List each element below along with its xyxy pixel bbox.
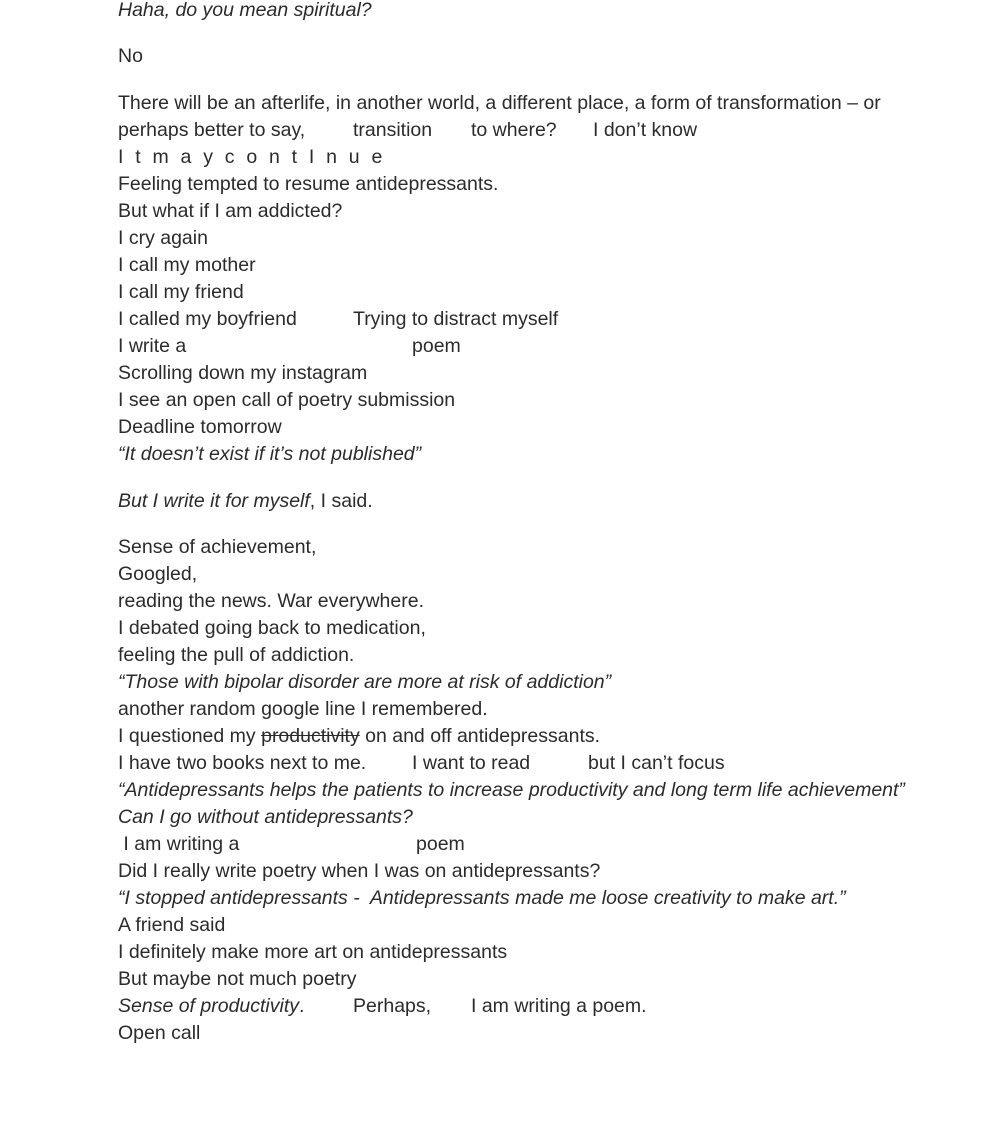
poem-line	[118, 777, 905, 804]
poem-line-text: I don’t know	[593, 119, 698, 141]
poem-line-text: A friend said	[118, 914, 226, 936]
poem-line-text: Sense of achievement,	[118, 536, 317, 558]
poem-line-text: but I can’t focus	[588, 752, 725, 774]
poem-line-text: I definitely make more art on antidepressants	[118, 941, 508, 963]
poem-line	[118, 117, 698, 144]
poem-line-text: “Those with bipolar disorder are more at risk of addiction”	[118, 671, 612, 693]
struck-word: productivity	[261, 725, 360, 747]
poem-line-text: I have two books next to me.	[118, 752, 367, 774]
poem-line-text: I questioned my	[118, 725, 262, 747]
poem-line	[118, 333, 461, 360]
poem-line-text: Deadline tomorrow	[118, 416, 282, 438]
poem-line-text: poem	[416, 833, 465, 855]
poem-line-text: I t m a y c o n t I n u e	[118, 146, 386, 168]
poem-line-text: Trying to distract myself	[353, 308, 559, 330]
poem-line-text: I called my boyfriend	[118, 308, 297, 330]
poem-line	[118, 723, 600, 750]
poem-line	[118, 993, 647, 1020]
poem-line-text: feeling the pull of addiction.	[118, 644, 355, 666]
poem-line-text: perhaps better to say,	[118, 119, 306, 141]
poem-line-text: Did I really write poetry when I was on antidepressants?	[118, 860, 601, 882]
poem-line-text: reading the news. War everywhere.	[118, 590, 425, 612]
poem-line-text: Perhaps,	[353, 995, 432, 1017]
poem-line-text: I am writing a	[118, 833, 240, 855]
poem-line-text: But what if I am addicted?	[118, 200, 343, 222]
poem-line-text: Scrolling down my instagram	[118, 362, 368, 384]
poem-line-text: I see an open call of poetry submission	[118, 389, 456, 411]
poem-line	[118, 804, 413, 831]
poem-line-text: I want to read	[412, 752, 531, 774]
poem-line-text: There will be an afterlife, in another world, a different place, a form of transformation – or	[118, 92, 881, 114]
poem-line-text: Open call	[118, 1022, 201, 1044]
poem-line-text: Feeling tempted to resume antidepressants.	[118, 173, 499, 195]
poem-line-text: “Antidepressants helps the patients to increase productivity and long term life achievement”	[118, 779, 905, 801]
poem-line-text: another random google line I remembered.	[118, 698, 488, 720]
poem-line-text: , I said.	[309, 490, 373, 512]
poem-line-text: “I stopped antidepressants - Antidepressants made me loose creativity to make art.”	[118, 887, 846, 909]
poem-line-text: Googled,	[118, 563, 198, 585]
poem-line	[118, 306, 559, 333]
poem-line-text: I call my mother	[118, 254, 256, 276]
poem-line	[118, 0, 372, 24]
poem-line	[118, 831, 465, 858]
poem-line-text: Can I go without antidepressants?	[118, 806, 413, 828]
poem-line-text: I call my friend	[118, 281, 244, 303]
poem-line-text: “It doesn’t exist if it’s not published”	[118, 443, 422, 465]
poem-line-text: poem	[412, 335, 461, 357]
poem-line-text: to where?	[471, 119, 557, 141]
poem-line-text: I debated going back to medication,	[118, 617, 426, 639]
poem-line-text: I write a	[118, 335, 187, 357]
poem-line-text: transition	[353, 119, 433, 141]
poem-line	[118, 750, 725, 777]
poem-line-text: Haha, do you mean spiritual?	[118, 0, 372, 21]
poem-line-text: No	[118, 45, 143, 67]
poem-line-text: But I write it for myself	[118, 490, 310, 512]
poem-line-text: I am writing a poem.	[471, 995, 647, 1017]
poem-line-text: But maybe not much poetry	[118, 968, 357, 990]
poem-line-text: .	[299, 995, 305, 1017]
poem-line	[118, 669, 611, 696]
poem-line	[118, 441, 421, 468]
poem-line-text: I cry again	[118, 227, 208, 249]
poem-line-text: on and off antidepressants.	[359, 725, 601, 747]
poem-line	[118, 885, 846, 912]
poem-line	[118, 488, 373, 515]
poem-line-text: Sense of productivity	[118, 995, 300, 1017]
